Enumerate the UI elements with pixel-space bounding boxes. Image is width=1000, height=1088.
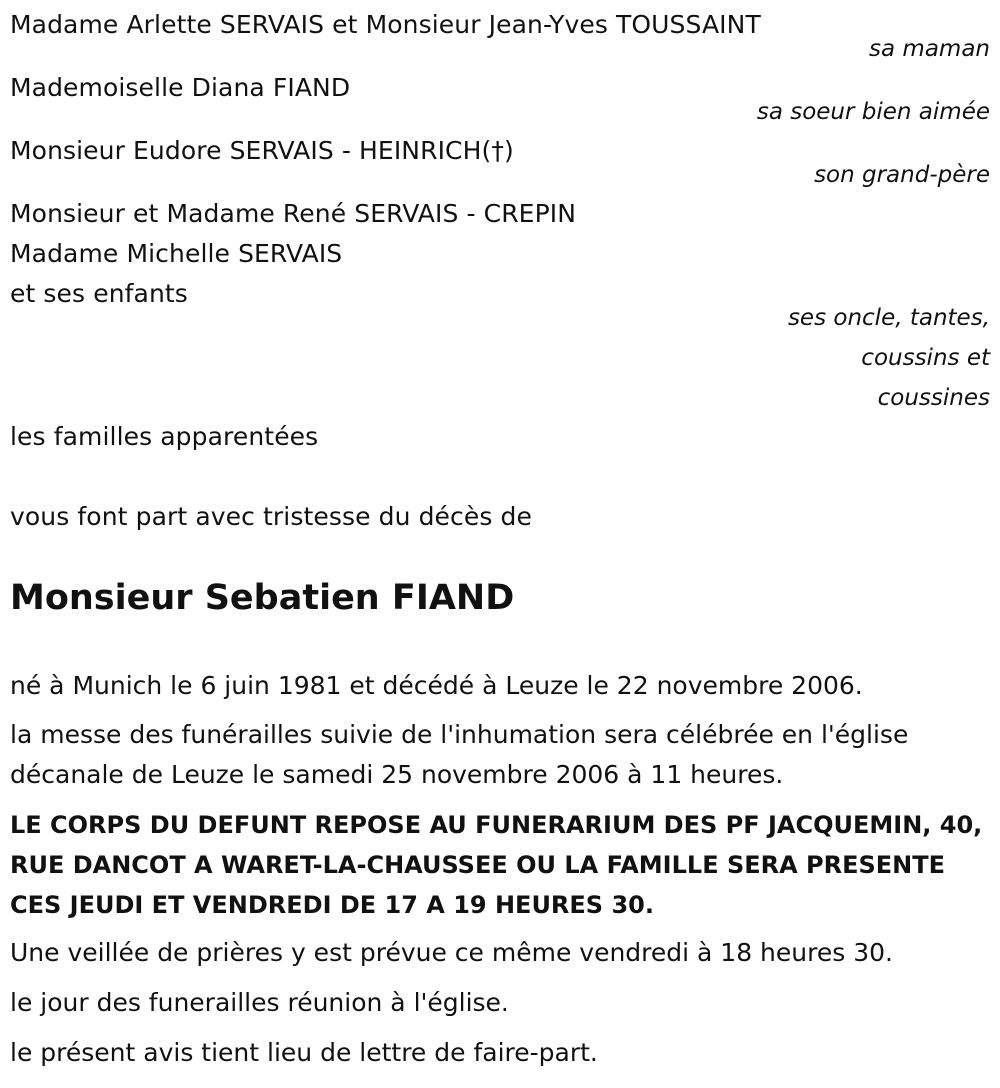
announcement-text: vous font part avec tristesse du décès de xyxy=(10,502,532,531)
family-member-name: Monsieur et Madame René SERVAIS - CREPIN xyxy=(10,199,577,228)
funeral-text: la messe des funérailles suivie de l'inhumation sera célébrée en l'église décanale de Leuze le samedi 25 novembre 2006 à 11 heures. xyxy=(10,720,909,789)
vigil-text: Une veillée de prières y est prévue ce même vendredi à 18 heures 30. xyxy=(10,938,893,967)
family-member-role: coussines xyxy=(877,385,990,411)
family-member-role: ses oncle, tantes, xyxy=(787,305,990,331)
family-member-name: Monsieur Eudore SERVAIS - HEINRICH(†) xyxy=(10,136,514,165)
family-member-role: coussins et xyxy=(861,345,990,371)
family-member-name: Madame Michelle SERVAIS xyxy=(10,239,343,268)
family-member-name: Madame Arlette SERVAIS et Monsieur Jean-Yves TOUSSAINT xyxy=(10,10,761,39)
family-member-name: et ses enfants xyxy=(10,279,188,308)
deceased-name: Monsieur Sebatien FIAND xyxy=(10,578,515,618)
visitation-text: LE CORPS DU DEFUNT REPOSE AU FUNERARIUM DES PF JACQUEMIN, 40, RUE DANCOT A WARET-LA-CHAUSSEE OU LA FAMILLE SERA PRESENTE CES JEUDI ET VENDREDI DE 17 A 19 HEURES 30. xyxy=(10,811,983,919)
birth-death-text: né à Munich le 6 juin 1981 et décédé à Leuze le 22 novembre 2006. xyxy=(10,671,863,700)
meeting-text: le jour des funerailles réunion à l'église. xyxy=(10,988,509,1017)
family-member-name: Mademoiselle Diana FIAND xyxy=(10,73,351,102)
notice-text: le présent avis tient lieu de lettre de faire-part. xyxy=(10,1038,598,1067)
family-member-name: les familles apparentées xyxy=(10,422,319,451)
family-member-role: sa soeur bien aimée xyxy=(756,99,990,125)
family-member-role: son grand-père xyxy=(814,162,990,188)
family-member-role: sa maman xyxy=(869,36,990,62)
